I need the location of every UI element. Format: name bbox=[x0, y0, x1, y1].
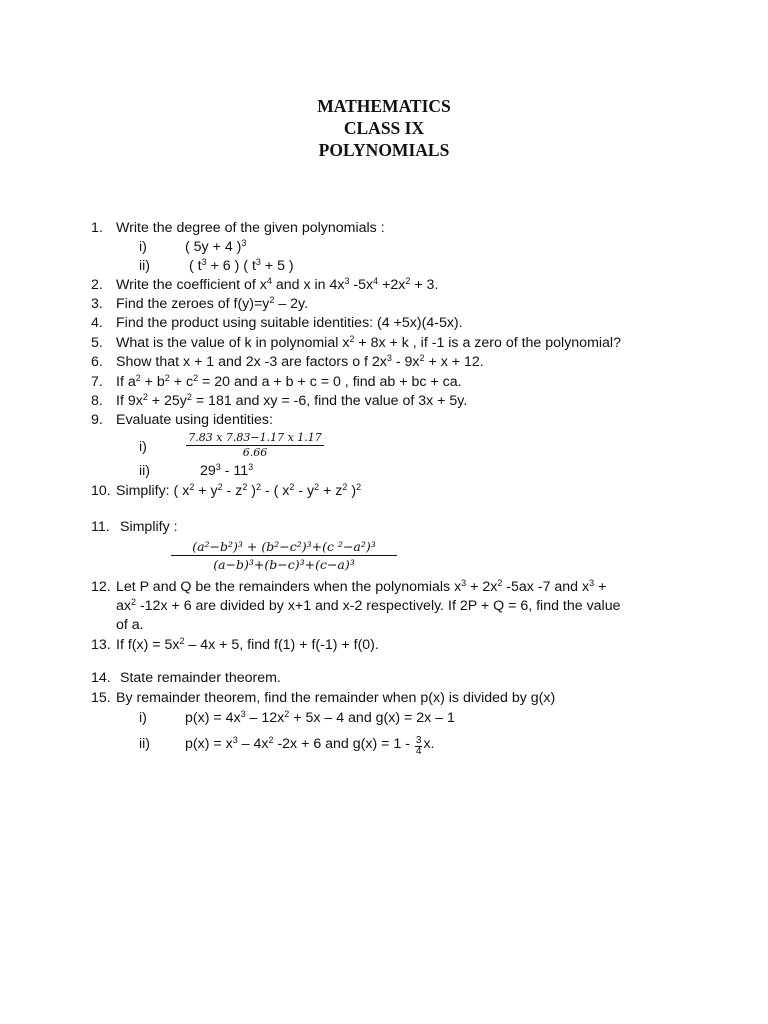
question-text: Let P and Q be the remainders when the polynomials $x^3 + 2x^2$ -5ax -7 and $x^3$ + bbox=[116, 578, 607, 595]
question-number: 3. bbox=[91, 296, 103, 312]
part-label: ii) bbox=[139, 463, 151, 479]
part-expression: ( 5y + 4 )$^3$ bbox=[185, 238, 247, 255]
question-number: 8. bbox=[91, 393, 103, 409]
fraction-denominator: 6.66 bbox=[186, 445, 324, 460]
question-9-part-i-fraction bbox=[186, 431, 324, 460]
question-text: If $f(x) = 5x^2 - 4x + 5$, find f(1) + f(-1) + f(0). bbox=[116, 636, 379, 653]
question-number: 14. bbox=[91, 670, 111, 686]
question-text: What is the value of k in polynomial $x^2 + 8x + k$ , if -1 is a zero of the polynomial? bbox=[116, 334, 621, 351]
part-expression: $p(x) = 4x^3 - 12x^2 + 5x - 4$ and g(x) = 2x – 1 bbox=[185, 709, 455, 726]
question-text: Find the product using suitable identities: (4 +5x)(4-5x). bbox=[116, 315, 463, 331]
question-number: 7. bbox=[91, 374, 103, 390]
question-number: 2. bbox=[91, 277, 103, 293]
part-expression: $29^3 - 11^3$ bbox=[200, 462, 254, 479]
fraction-numerator: 3 bbox=[415, 735, 422, 746]
question-text: Write the coefficient of $x^4$ and x in $4x^3$ $-5x^4 +2x^2 + 3$. bbox=[116, 276, 439, 293]
question-text: Show that x + 1 and 2x -3 are factors o f $2x^3 - 9x^2 + x + 12$. bbox=[116, 353, 484, 370]
question-text: of a. bbox=[116, 617, 144, 633]
question-text: Write the degree of the given polynomials : bbox=[116, 220, 385, 236]
fraction-denominator: (a−b)³+(b−c)³+(c−a)³ bbox=[171, 555, 397, 573]
question-text: Find the zeroes of $f(y)=y^2 - 2y$. bbox=[116, 295, 309, 312]
question-text: State remainder theorem. bbox=[120, 670, 281, 686]
question-number: 1. bbox=[91, 220, 103, 236]
part-label: ii) bbox=[139, 258, 151, 274]
question-text: $ax^2$ -12x + 6 are divided by x+1 and x-2 respectively. If 2P + Q = 6, find the value bbox=[116, 597, 621, 614]
question-number: 6. bbox=[91, 354, 103, 370]
question-number: 13. bbox=[91, 637, 111, 653]
question-number: 4. bbox=[91, 315, 103, 331]
fraction-denominator: 4 bbox=[415, 746, 422, 757]
part-expression: ( $t^3 + 6$ ) ( $t^3 + 5$ ) bbox=[189, 257, 294, 274]
question-text: Simplify : bbox=[120, 519, 178, 535]
part-label: i) bbox=[139, 239, 147, 255]
question-number: 9. bbox=[91, 412, 103, 428]
question-text: Evaluate using identities: bbox=[116, 412, 273, 428]
fraction-numerator: (a²−b²)³ + (b²−c²)³+(c ²−a²)³ bbox=[192, 539, 376, 554]
part-label: ii) bbox=[139, 736, 151, 752]
question-11-fraction bbox=[171, 538, 397, 573]
question-text: By remainder theorem, find the remainder when p(x) is divided by g(x) bbox=[116, 690, 556, 706]
topic-heading: POLYNOMIALS bbox=[318, 140, 450, 160]
question-number: 11. bbox=[91, 519, 110, 535]
part-fraction bbox=[415, 736, 423, 757]
class-heading: CLASS IX bbox=[343, 118, 425, 138]
part-expression: $p(x) = x^3 - 4x^2$ -2x + 6 and g(x) = 1 - $\frac{3}{4}$ x. bbox=[185, 735, 435, 757]
fraction-numerator: 7.83 x 7.83−1.17 x 1.17 bbox=[188, 431, 322, 444]
part-label: i) bbox=[139, 710, 147, 726]
subject-heading: MATHEMATICS bbox=[317, 96, 451, 116]
question-text: If $9x^2 + 25y^2 = 181$ and xy = -6, find the value of 3x + 5y. bbox=[116, 392, 468, 409]
question-text: Simplify: ( $x^2 + y^2 - z^2$ )$^2$ - ( $x^2 - y^2 + z^2$ )$^2$ bbox=[116, 482, 362, 499]
question-text: If $a^2 + b^2 + c^2 = 20$ and a + b + c = 0 , find ab + bc + ca. bbox=[116, 373, 462, 390]
question-number: 15. bbox=[91, 690, 111, 706]
part-label: i) bbox=[139, 439, 147, 455]
question-number: 12. bbox=[91, 579, 111, 595]
question-number: 5. bbox=[91, 335, 103, 351]
question-number: 10. bbox=[91, 483, 111, 499]
